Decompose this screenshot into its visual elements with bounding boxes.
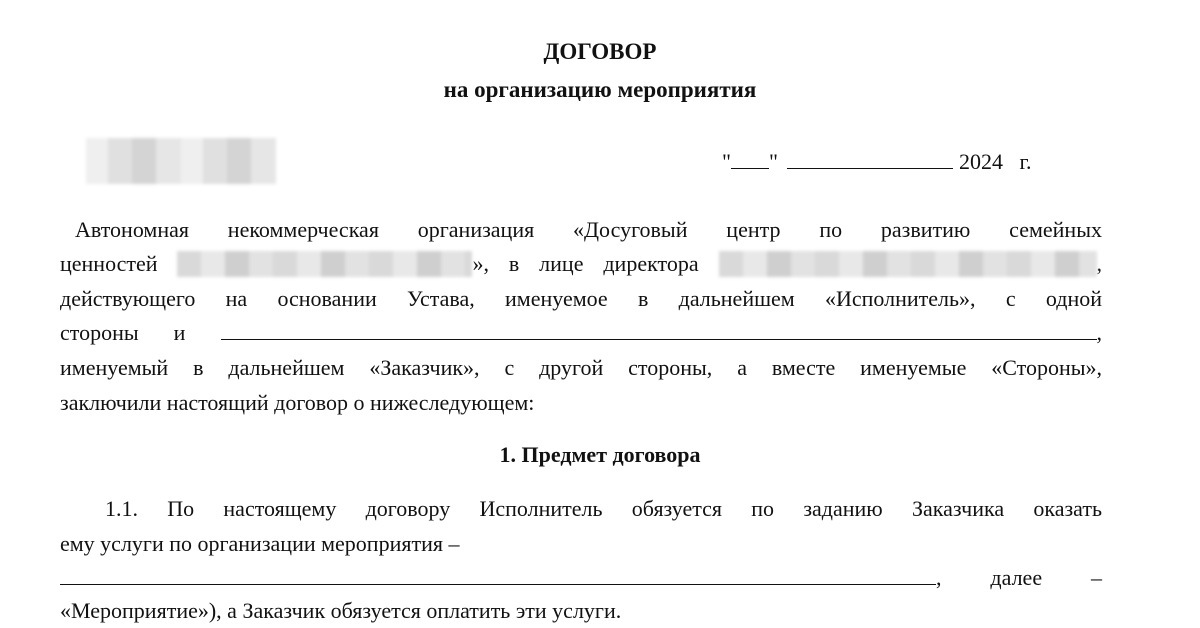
clause-1-1-text-3a: , <box>936 565 942 590</box>
event-blank <box>60 564 936 585</box>
preamble-text-2b: », в лице директора <box>472 251 699 276</box>
date-close-quote: " <box>768 149 778 174</box>
document-title: ДОГОВОР <box>543 39 657 64</box>
redacted-org-name <box>177 251 472 277</box>
preamble-line-2 <box>60 250 1102 278</box>
day-blank <box>731 148 769 169</box>
clause-1-1-line-4 <box>60 597 1102 625</box>
preamble-text-6: заключили настоящий договор о нижеследующем: <box>60 390 535 415</box>
customer-blank <box>221 319 1097 340</box>
preamble-line-6 <box>60 389 1102 417</box>
preamble-text-3: действующего на основании Устава, именуемое в дальнейшем «Исполнитель», с одной <box>60 286 1102 311</box>
date-year-suffix: г. <box>1019 149 1032 174</box>
clause-1-1-text-4: «Мероприятие»), а Заказчик обязуется оплатить эти услуги. <box>60 598 622 623</box>
redacted-director-name <box>719 251 1097 277</box>
clause-1-1-line-1 <box>105 495 1102 523</box>
date-line <box>722 148 1032 176</box>
preamble-text-2a: ценностей <box>60 251 158 276</box>
preamble-text-2c: , <box>1096 251 1102 276</box>
preamble-text-4b: , <box>1096 320 1103 345</box>
clause-1-1-text-3b: далее <box>990 565 1043 590</box>
preamble-line-1 <box>75 216 1102 244</box>
date-open-quote: " <box>722 149 731 174</box>
clause-1-1-text-3c: – <box>1091 565 1103 590</box>
clause-1-1-line-2 <box>60 530 1102 558</box>
preamble-text-1: Автономная некоммерческая организация «Досуговый центр по развитию семейных <box>75 217 1102 242</box>
clause-1-1-text-1: 1.1. По настоящему договору Исполнитель обязуется по заданию Заказчика оказать <box>105 496 1102 521</box>
preamble-text-4a: стороны и <box>60 320 186 345</box>
clause-1-1-line-3 <box>60 564 1102 592</box>
preamble-line-4 <box>60 319 1102 347</box>
preamble-text-5: именуемый в дальнейшем «Заказчик», с другой стороны, а вместе именуемые «Стороны», <box>60 355 1102 380</box>
clause-1-1-text-2: ему услуги по организации мероприятия – <box>60 531 460 556</box>
redacted-city <box>86 138 276 184</box>
document-subtitle: на организацию мероприятия <box>443 77 757 102</box>
preamble-line-5 <box>60 354 1102 382</box>
section-1-heading: 1. Предмет договора <box>499 442 701 467</box>
date-year: 2024 <box>958 149 1003 174</box>
preamble-line-3 <box>60 285 1102 313</box>
month-blank <box>787 148 953 169</box>
